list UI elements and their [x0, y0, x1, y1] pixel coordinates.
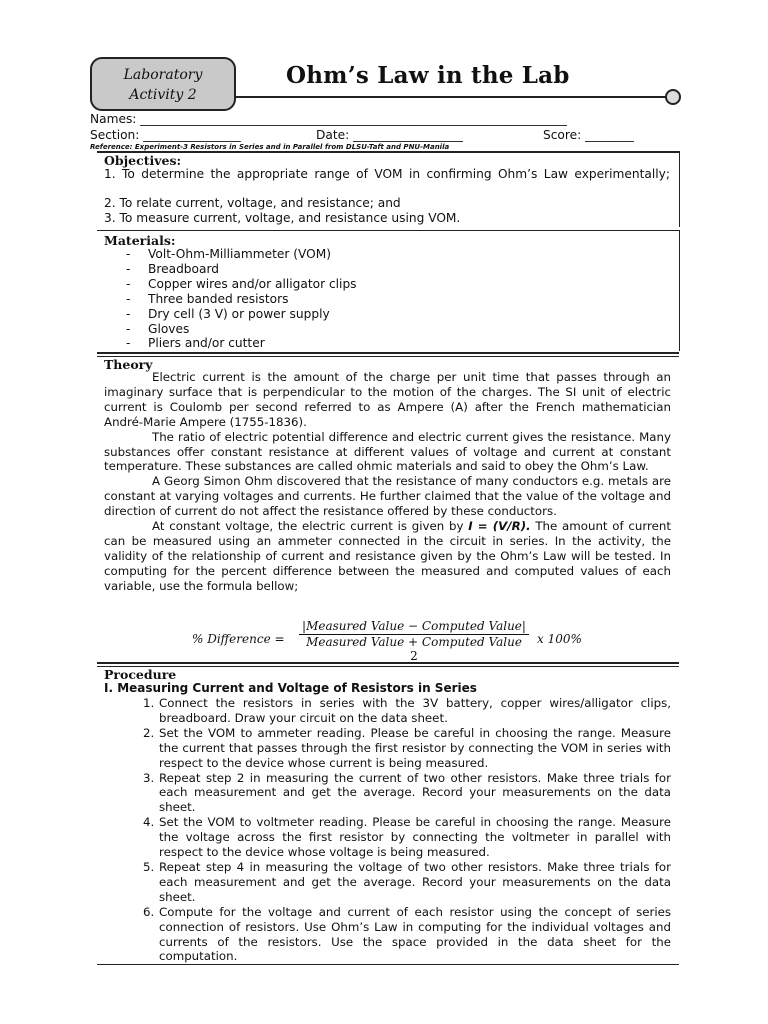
- procedure-step: 5. Repeat step 4 in measuring the voltage of two other resistors. Make three trials for each measurement and get the average. Record your measurements on the data sheet.: [143, 859, 671, 904]
- objectives-title: Objectives:: [104, 153, 182, 168]
- date-field: Date: __________________: [316, 128, 463, 142]
- formula-numerator: |Measured Value − Computed Value|: [299, 619, 529, 635]
- vertical-rule: [679, 151, 680, 227]
- procedure-title: Procedure: [104, 667, 177, 682]
- reference-note: Reference: Experiment-3 Resistors in Series and in Parallel from DLSU-Taft and PNU-Manila: [90, 143, 450, 151]
- title-line-end-dot: [665, 89, 681, 105]
- divider: [97, 352, 679, 354]
- score-field: Score: ________: [543, 128, 634, 142]
- theory-paragraph: At constant voltage, the electric current is given by I = (V/R). The amount of current can be measured using an ammeter connected in the circuit in series. In the activity, the validity of the relationship of current and resistance given by the Ohm’s Law will be tested. In computing for the percent difference between the measured and computed values of each variable, use the formula bellow;: [104, 519, 671, 593]
- formula-denominator: Measured Value + Computed Value: [306, 635, 522, 649]
- material-item: - Three banded resistors: [126, 291, 289, 306]
- materials-title: Materials:: [104, 233, 176, 248]
- activity-badge: [90, 57, 236, 111]
- theory-title: Theory: [104, 357, 153, 372]
- procedure-step: 3. Repeat step 2 in measuring the current of two other resistors. Make three trials for each measurement and get the average. Record your measurements on the data sheet.: [143, 770, 671, 815]
- formula-divisor: 2: [410, 649, 418, 663]
- material-item: - Copper wires and/or alligator clips: [126, 276, 357, 291]
- section-field: Section: ________________: [90, 128, 241, 142]
- part-1-heading: I. Measuring Current and Voltage of Resistors in Series: [104, 681, 477, 695]
- badge-line-1: Laboratory: [123, 67, 203, 83]
- title-underline: [236, 96, 667, 98]
- procedure-step: 1. Connect the resistors in series with the 3V battery, copper wires/alligator clips, breadboard. Draw your circuit on the data sheet.: [143, 696, 671, 725]
- badge-line-2: Activity 2: [129, 87, 197, 103]
- procedure-step: 6. Compute for the voltage and current of each resistor using the concept of series connection of resistors. Use Ohm’s Law in computing for the individual voltages and currents of the resistors. Use the space provided in the data sheet for the computation.: [143, 904, 671, 964]
- objectives-list: [104, 167, 670, 225]
- materials-list: [126, 247, 357, 351]
- names-field: Names: ______________________________________________________________________: [90, 112, 567, 126]
- formula-multiplier: x 100%: [537, 632, 582, 646]
- material-item: - Gloves: [126, 321, 190, 336]
- theory-body: [104, 370, 671, 594]
- objective-item: 3. To measure current, voltage, and resistance using VOM.: [104, 210, 461, 225]
- formula-fraction: [299, 619, 529, 662]
- theory-paragraph: A Georg Simon Ohm discovered that the resistance of many conductors e.g. metals are constant at varying voltages and currents. He further claimed that the value of the voltage and direction of current do not affect the resistance offered by these conductors.: [104, 474, 671, 519]
- divider: [97, 151, 679, 153]
- material-item: - Pliers and/or cutter: [126, 336, 265, 351]
- divider: [97, 230, 679, 231]
- formula-label: % Difference =: [192, 632, 285, 646]
- page-title: Ohm’s Law in the Lab: [286, 62, 570, 89]
- theory-paragraph: Electric current is the amount of the charge per unit time that passes through an imaginary surface that is perpendicular to the motion of the charges. The SI unit of electric current is Coulomb per second referred to as Ampere (A) after the French mathematician André-Marie Ampere (1755-1836).: [104, 370, 671, 429]
- bottom-divider: [97, 964, 679, 965]
- material-item: - Volt-Ohm-Milliammeter (VOM): [126, 247, 332, 261]
- vertical-rule: [679, 230, 680, 351]
- procedure-step: 4. Set the VOM to voltmeter reading. Please be careful in choosing the range. Measure the voltage across the first resistor by connecting the voltmeter in parallel with respect to the device whose voltage is being measured.: [143, 815, 671, 860]
- theory-paragraph: The ratio of electric potential difference and electric current gives the resistance. Many substances offer constant resistance at different values of voltage and current at constant temperature. These substances are called ohmic materials and said to obey the Ohm’s Law.: [104, 429, 671, 474]
- material-item: - Breadboard: [126, 261, 220, 276]
- divider: [97, 662, 679, 664]
- objective-item: 1. To determine the appropriate range of VOM in confirming Ohm’s Law experimentally;: [104, 167, 670, 181]
- procedure-step: 2. Set the VOM to ammeter reading. Please be careful in choosing the range. Measure the current that passes through the first resistor by connecting the VOM in series with respect to the device whose current is being measured.: [143, 725, 671, 770]
- divider: [97, 356, 679, 357]
- divider: [97, 666, 679, 667]
- procedure-part-heading: [104, 681, 671, 696]
- objective-item: 2. To relate current, voltage, and resistance; and: [104, 196, 401, 211]
- material-item: - Dry cell (3 V) or power supply: [126, 306, 330, 321]
- procedure-steps: [143, 696, 671, 964]
